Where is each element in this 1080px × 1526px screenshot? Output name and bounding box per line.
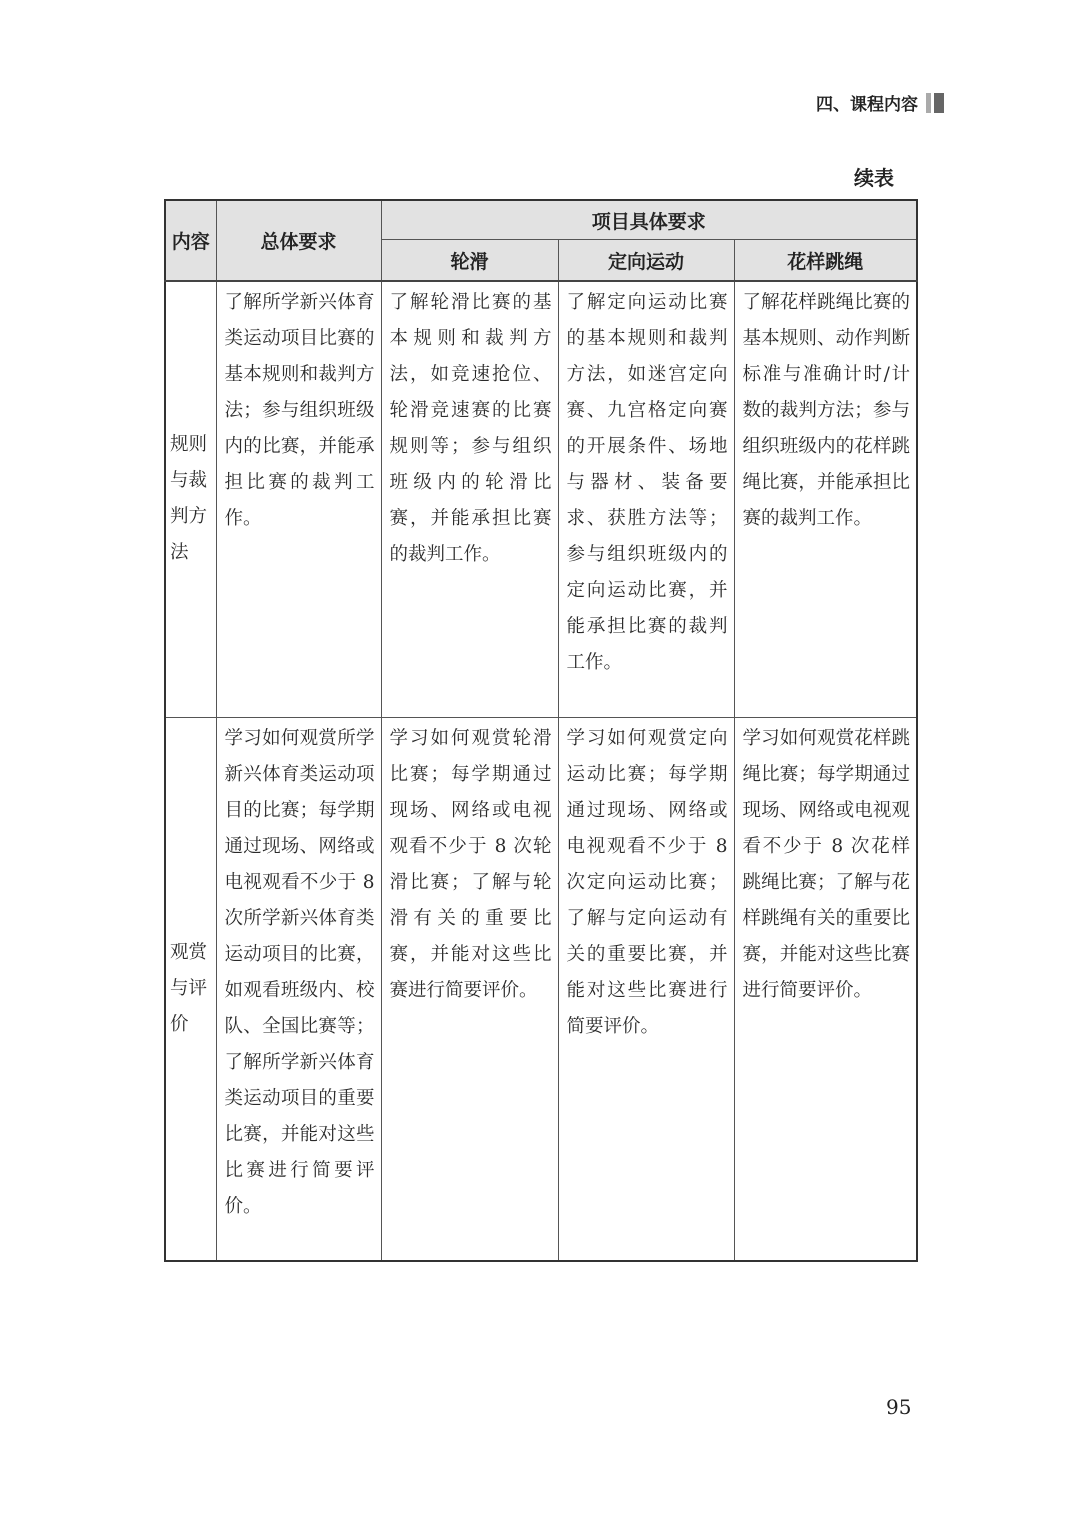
table-row: [165, 717, 917, 1261]
double-bar-marker-icon: [926, 93, 944, 113]
cell-roller-skating: 了解轮滑比赛的基本规则和裁判方法，如竞速抢位、轮滑竞速赛的比赛规则等；参与组织班级内的轮滑比赛，并能承担比赛的裁判工作。: [381, 281, 558, 717]
header-roller-skating: 轮滑: [381, 240, 558, 282]
header-specific-requirements: 项目具体要求: [381, 200, 917, 240]
cell-overall: 了解所学新兴体育类运动项目比赛的基本规则和裁判方法；参与组织班级内的比赛，并能承担比赛的裁判工作。: [216, 281, 381, 717]
page-number: 95: [886, 1395, 912, 1419]
running-head: [816, 90, 944, 115]
header-rope-skipping: 花样跳绳: [734, 240, 917, 282]
curriculum-table: [164, 199, 918, 1262]
row-label: 规则与裁判方法: [165, 281, 216, 717]
running-head-text: 四、课程内容: [816, 95, 918, 115]
continued-table-label: 续表: [854, 166, 894, 190]
header-overall-requirements: 总体要求: [216, 200, 381, 281]
table-row: [165, 281, 917, 717]
header-content: 内容: [165, 200, 216, 281]
cell-orienteering: 学习如何观赏定向运动比赛；每学期通过现场、网络或电视观看不少于 8 次定向运动比赛；了解与定向运动有关的重要比赛，并能对这些比赛进行简要评价。: [558, 717, 734, 1261]
cell-roller-skating: 学习如何观赏轮滑比赛；每学期通过现场、网络或电视观看不少于 8 次轮滑比赛；了解与轮滑有关的重要比赛，并能对这些比赛进行简要评价。: [381, 717, 558, 1261]
cell-orienteering: 了解定向运动比赛的基本规则和裁判方法，如迷宫定向赛、九宫格定向赛的开展条件、场地与器材、装备要求、获胜方法等；参与组织班级内的定向运动比赛，并能承担比赛的裁判工作。: [558, 281, 734, 717]
cell-rope-skipping: 了解花样跳绳比赛的基本规则、动作判断标准与准确计时/计数的裁判方法；参与组织班级内的花样跳绳比赛，并能承担比赛的裁判工作。: [734, 281, 917, 717]
cell-rope-skipping: 学习如何观赏花样跳绳比赛；每学期通过现场、网络或电视观看不少于 8 次花样跳绳比赛；了解与花样跳绳有关的重要比赛，并能对这些比赛进行简要评价。: [734, 717, 917, 1261]
row-label: 观赏与评价: [165, 717, 216, 1261]
cell-overall: 学习如何观赏所学新兴体育类运动项目的比赛；每学期通过现场、网络或电视观看不少于 8 次所学新兴体育类运动项目的比赛，如观看班级内、校队、全国比赛等；了解所学新兴体育类运动项目的重要比赛，并能对这些比赛进行简要评价。: [216, 717, 381, 1261]
header-orienteering: 定向运动: [558, 240, 734, 282]
